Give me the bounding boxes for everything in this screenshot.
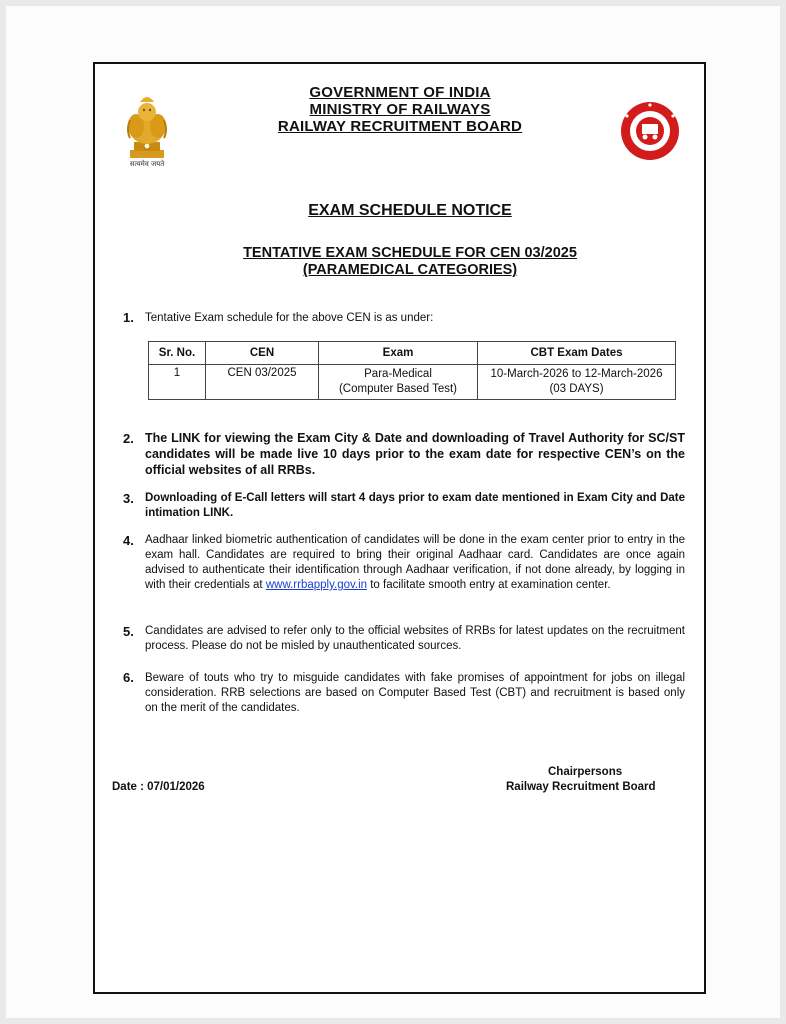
emblem-motto: सत्यमेव जयते bbox=[129, 160, 165, 168]
point-3-number: 3. bbox=[123, 491, 134, 506]
cell-dates-line-1: 10-March-2026 to 12-March-2026 bbox=[490, 368, 663, 380]
point-2-number: 2. bbox=[123, 431, 134, 446]
point-4-text bbox=[145, 533, 685, 593]
cell-cen: CEN 03/2025 bbox=[206, 365, 319, 400]
signatory-title: Chairpersons bbox=[548, 766, 623, 778]
cell-exam-line-2: (Computer Based Test) bbox=[338, 383, 458, 395]
notice-title: EXAM SCHEDULE NOTICE bbox=[308, 202, 512, 219]
header-board: RAILWAY RECRUITMENT BOARD bbox=[277, 118, 523, 135]
cell-exam bbox=[319, 365, 478, 400]
indian-railways-logo-icon bbox=[613, 100, 687, 162]
cell-sr-no: 1 bbox=[149, 365, 206, 400]
point-6-text: Beware of touts who try to misguide candidates with fake promises of appointment for jobs on illegal consideration. RRB selections are based on Computer Based Test (CBT) and recruitment is based only on the merit of the candidates. bbox=[145, 672, 685, 714]
table-header-exam: Exam bbox=[319, 342, 478, 365]
subtitle-line-2: (PARAMEDICAL CATEGORIES) bbox=[302, 262, 518, 278]
table-row bbox=[149, 365, 676, 400]
subtitle-line-1: TENTATIVE EXAM SCHEDULE FOR CEN 03/2025 bbox=[243, 245, 577, 261]
point-1-text: Tentative Exam schedule for the above CEN is as under: bbox=[145, 312, 434, 324]
exam-schedule-table bbox=[148, 341, 676, 400]
table-header-cen: CEN bbox=[206, 342, 319, 365]
cell-dates-line-2: (03 DAYS) bbox=[549, 383, 604, 395]
rrbapply-link[interactable]: www.rrbapply.gov.in bbox=[265, 579, 368, 591]
point-4-text-before: Aadhaar linked biometric authentication of candidates will be done in the exam center prior to entry in the exam hall. Candidates are required to bring their original Aadhaar card. Candidates are once again advised to authenticate their identification through Aadhaar verification, if not done already, by logging in with their credentials at bbox=[145, 534, 685, 591]
signatory-organization: Railway Recruitment Board bbox=[506, 781, 656, 793]
point-2-text: The LINK for viewing the Exam City & Date and downloading of Travel Authority for SC/ST candidates will be made live 10 days prior to the exam date for respective CEN’s on the official websites of all RRBs. bbox=[145, 431, 685, 477]
point-4-text-after: to facilitate smooth entry at examination center. bbox=[370, 579, 611, 591]
point-6-number: 6. bbox=[123, 670, 134, 685]
header-ministry: MINISTRY OF RAILWAYS bbox=[309, 101, 491, 118]
point-5-text: Candidates are advised to refer only to the official websites of RRBs for latest updates on the recruitment process. Please do not be misled by unauthenticated sources. bbox=[145, 625, 685, 652]
cell-exam-line-1: Para-Medical bbox=[364, 368, 432, 380]
table-header-cbt-dates: CBT Exam Dates bbox=[478, 342, 676, 365]
cell-cbt-dates bbox=[478, 365, 676, 400]
table-header-sr-no: Sr. No. bbox=[149, 342, 206, 365]
point-4-number: 4. bbox=[123, 533, 134, 548]
notice-date: Date : 07/01/2026 bbox=[112, 781, 205, 793]
point-1-number: 1. bbox=[123, 310, 134, 325]
header-government: GOVERNMENT OF INDIA bbox=[309, 84, 491, 101]
point-5-number: 5. bbox=[123, 624, 134, 639]
table-header-row bbox=[149, 342, 676, 365]
point-3-text: Downloading of E-Call letters will start 4 days prior to exam date mentioned in Exam City and Date intimation LINK. bbox=[145, 492, 685, 519]
